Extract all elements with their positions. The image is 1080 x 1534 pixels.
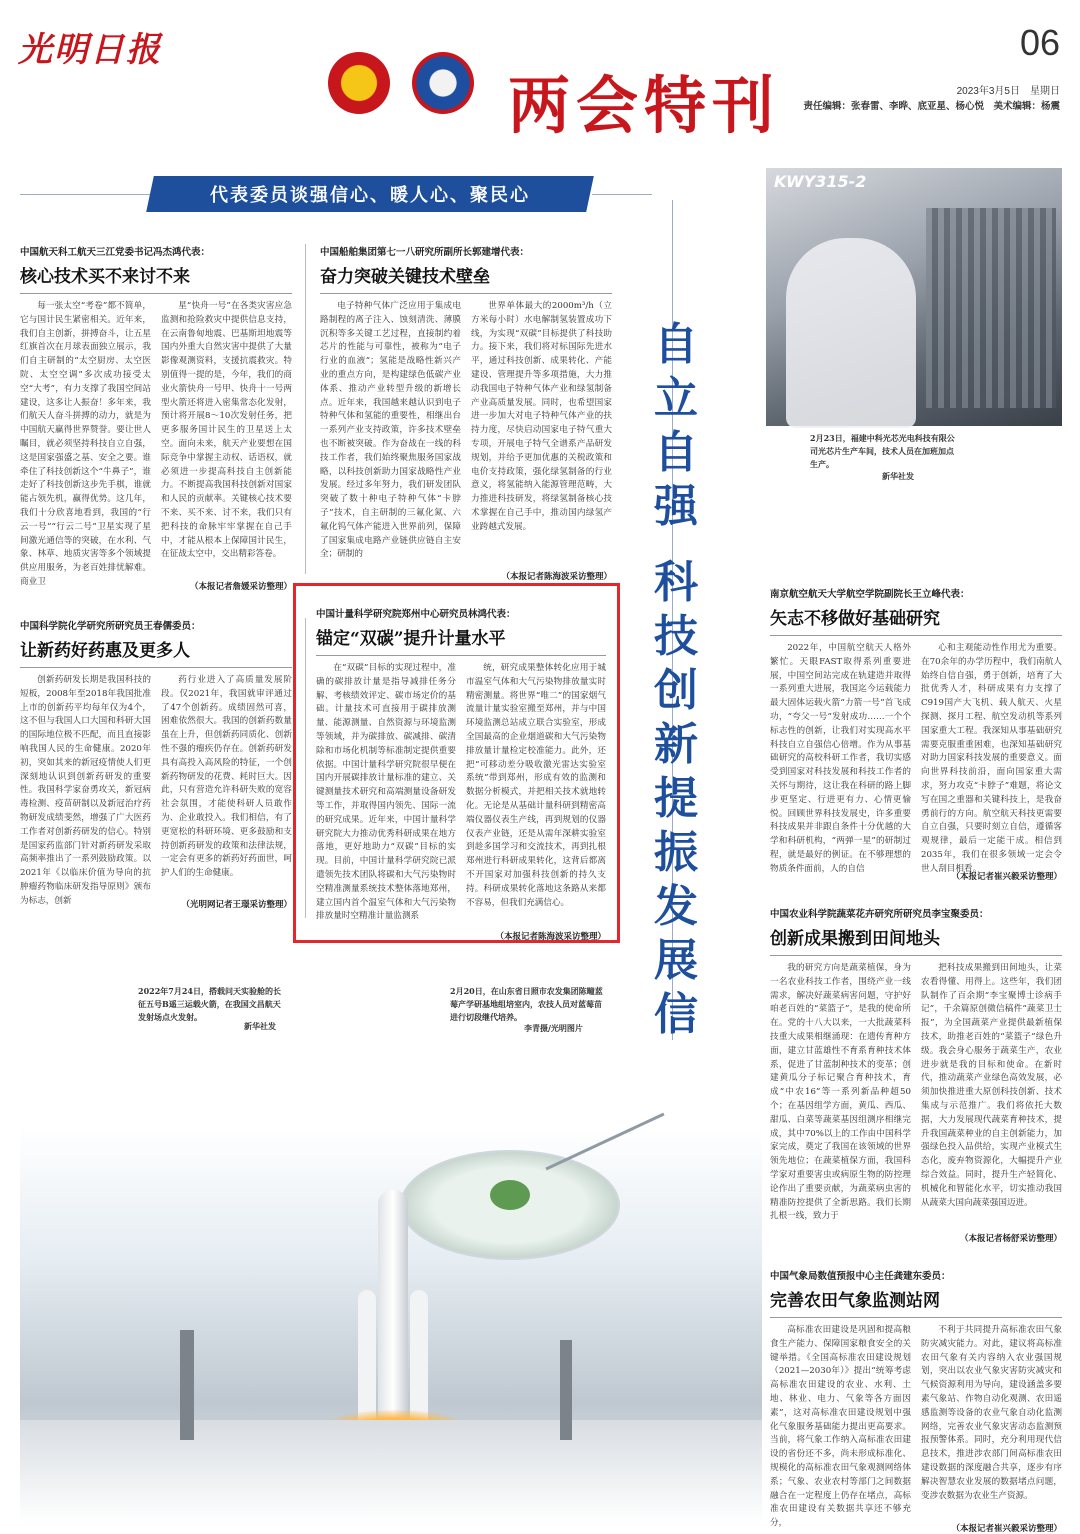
article-column: 不利于共同提升高标准农田气象防灾减灾能力。对此，建议将高标准农田气象有关内容纳入农业强国规划，突出以农业气象灾害防灾减灾和气候资源利用为导向，建设涵盖多要素气象站、作物自动化观测、农田遥感监测等设备的农业气象自动化监测网络，完善农业气象灾害动态监测预报预警体系。同时，充分利用现代信息技术，推进涉农部门间高标准农田建设数据的深度融合共享，逐步有序解决智慧农业发展的数据堵点问题，变涉农数据为农业生产资源。: [921, 1325, 1062, 1501]
vertical-char: 振: [654, 827, 698, 878]
newspaper-masthead: 光明日报: [18, 30, 162, 70]
article-reporter: （本报记者崔兴毅采访整理）: [951, 1524, 1062, 1534]
article-new-drugs: [20, 618, 292, 910]
article-column: 每一张太空“考卷”都不简单，它与国计民生紧密相关。近年来，我们自主创新，拼搏奋斗，让五星红旗首次在月球表面独立展示，我们自主研制的“太空厨房、太空医院、太空空调”多次成功接受太空“大考”，有力支撑了我国空间站建设，这多让人振奋！多年来，我们航天人奋斗拼搏的动力，就是为中国航天赢得世界赞誉。要让世人瞩目，就必须坚持科技自立自强，这是国家强盛之基、安全之要。谁牵住了科技创新这个“牛鼻子”，谁走好了科技创新这步先手棋，谁就能占领先机，赢得优势。这几年，我们十分欣喜地看到，我国的“行云一号”“行云二号”卫星实现了星间激光通信等的突破，在水利、气象、林草、地质灾害等多个领域提供应用服务，为老百姓排忧解难。商业卫: [20, 301, 151, 587]
banner-rule-right: [592, 194, 652, 195]
vertical-char: 展: [654, 935, 698, 986]
column-divider: [305, 618, 306, 918]
article-headline: 锚定“双碳”提升计量水平: [316, 624, 606, 656]
article-column: 星“快舟一号”在各类灾害应急监测和抢险救灾中提供信息支持，在云南鲁甸地震、巴基斯坦地震等国内外重大自然灾害中提供了大量影像观测资料，支援抗震救灾。特别值得一提的是，今年，我们的商业火箭快舟一号甲、快舟十一号两型火箭还将进入密集常态化发射，预计将开展8～10次发射任务，把更多服务国计民生的卫星送上太空。面向未来，航天产业要想在国际竞争中掌握主动权、话语权，就必须进一步提高科技自主创新能力。不断提高我国科技创新对国家和人民的贡献率。关键核心技术要不来、买不来、讨不来，我们只有把科技的命脉牢牢掌握在自己手中，才能从根本上保障国计民生，在征战太空中，交出精彩答卷。: [161, 301, 292, 560]
article-column: 电子特种气体广泛应用于集成电路制程的离子注入、蚀刻清洗、薄膜沉积等多关键工艺过程，直接制约着芯片的性能与可靠性，被称为“电子行业的血液”；氢能是战略性新兴产业的重点方向，是构建绿色低碳产业体系、推动产业转型升级的新增长点。近年来，我国越来越认识到电子特种气体和氢能的重要性，相继出台一系列产业支持政策，许多技术壁垒也不断被突破。作为奋战在一线的科技工作者，我们始终聚焦服务国家战略，以科技创新助力国家战略性产业发展。经过多年努力，我们研发团队突破了数十种电子特种气体“卡脖子”技术，自主研制的三氟化氮、六氟化钨气体产能进入世界前列，保障了国家集成电路产业链供应链自主安全；研制的: [320, 301, 461, 560]
vertical-char: 技: [654, 611, 698, 662]
vertical-char: 信: [654, 989, 698, 1040]
vertical-char: 发: [654, 881, 698, 932]
cppcc-emblem-icon: [412, 52, 474, 114]
article-reporter: （本报记者崔兴毅采访整理）: [951, 872, 1062, 882]
vertical-char: 提: [654, 773, 698, 824]
article-headline: 创新成果搬到田间地头: [770, 924, 1062, 956]
lab-sign-text: KWY315-2: [774, 172, 867, 191]
article-byline: 中国计量科学研究院郑州中心研究员林鸿代表：: [316, 609, 516, 620]
rocket-body: [378, 1190, 408, 1420]
article-byline: 中国科学院化学研究所研究员王春儒委员：: [20, 621, 201, 632]
lab-caption: 2月23日，福建中科光芯光电科技有限公司光芯片生产车间，技术人员在加班加点生产。: [810, 433, 955, 469]
article-reporter: （本报记者杨舒采访整理）: [959, 1234, 1062, 1244]
rocket-credit: 新华社发: [244, 1021, 276, 1031]
rocket-launch-photo: [20, 1040, 762, 1524]
launch-tower-right: [560, 1340, 572, 1440]
article-column: 创新药研发长期是我国科技的短板，2008年至2018年我国批准上市的创新药平均每年仅为4个，这不但与我国人口大国和科研大国的国际地位极不匹配，而且直接影响我国人民的生命健康。2020年初，突如其来的新冠疫情使人们更深刻地认识到创新药研发的重要性。我国科学家奋勇攻关，新冠病毒检测、疫苗研制以及新冠治疗药物研发成绩斐然，增强了广大医药工作者对创新药研发的信心。特别是国家药监部门针对新药研发采取高频率推出了一系列鼓励政策。以2021年《以临床价值为导向的抗肿瘤药物临床研发指导原则》颁布为标志，创新: [20, 675, 151, 906]
vertical-char: 自: [654, 319, 698, 370]
article-aviation-research: [770, 586, 1062, 882]
lab-photo: [766, 168, 1062, 426]
rocket-booster-left: [358, 1290, 376, 1420]
article-reporter: （本报记者陈海波采访整理）: [495, 932, 606, 942]
issue-date: 2023年3月5日 星期日: [956, 86, 1060, 97]
article-shipbuilding: [320, 244, 612, 582]
article-column: 统，研究成果整体转化应用于城市温室气体和大气污染物排放量实时精密测量。将世界“唯二”的国家烟气流量计量实验室搬至郑州，并与中国环境监测总站成立联合实验室，形成全国最高的企业烟道碳和大气污染物排放量计量检定校准能力。此外，还把“可移动差分吸收激光雷达实验室系统”带到郑州，形成有效的监测和数据分析模式，并把相关技术就地转化。无论是从基础计量科研到精密高端仪器仪表生产线，再到规划的仪器仪表产业链，还是从需年深耕实验室到趁多国学习和交流技术，再到扎根郑州进行科研成果转化，这背后都离不开国家对加强科技创新的持久支持。科研成果转化落地这条路从来都不容易，但我们充满信心。: [466, 663, 606, 908]
vertical-char: 新: [654, 719, 698, 770]
special-edition-title: 两会特刊: [508, 69, 781, 142]
banner-rule-left: [20, 194, 150, 195]
article-reporter: （光明网记者王璟采访整理）: [181, 900, 292, 910]
article-column: 世界单体最大的2000m³/h（立方米每小时）水电解制氢装置成功下线，为实现“双碳”目标提供了科技助力。接下来，我们将对标国际先进水平，通过科技创新、成果转化、产能建设、管理提升等多项措施，大力推动我国电子特种气体产业和绿氢制备产业高质量发展。同时，也希望国家进一步加大对电子特种气体产业的扶持力度，尽快启动国家电子特气重大专项，开展电子特气全谱系产品研发规划，并给予更加优惠的关税政策和电价支持政策，强化绿氢制备的行业意义，将氢能纳入能源管理范畴，大力推进科技研发，将绿氢制备核心技术掌握在自己手中，推动国内绿氢产业跨越式发展。: [471, 301, 612, 532]
column-divider: [305, 244, 306, 574]
article-headline: 完善农田气象监测站网: [770, 1286, 1062, 1318]
article-headline: 让新药好药惠及更多人: [20, 636, 292, 668]
page-number: 06: [1019, 22, 1060, 63]
vertical-char: 创: [654, 665, 698, 716]
article-headline: 矢志不移做好基础研究: [770, 604, 1062, 636]
worker-figure: [786, 238, 916, 428]
article-column: 心和主观能动性作用尤为重要。在70余年的办学历程中，我们南航人始终自信自强，勇于创新，培育了大批优秀人才，科研成果有力支撑了C919国产大飞机、载人航天、火星探测、探月工程、航空发动机等系列国家重大工程。我深知从事基础研究需要克服重重困难，也深知基础研究对助力国家科技发展的重要意义。面向世界科技前沿，面向国家重大需求，努力攻克“卡脖子”难题，将论文写在国之重器和关键科技上，是我奋勇前行的方向。航空航天科技更需要自立自强，只要时刻立自信，遵循客观规律，最后一定能干成。相信到2035年，我们在很多领域一定会令世人刮目相看。: [921, 643, 1062, 874]
article-column: 高标准农田建设是巩固和提高粮食生产能力、保障国家粮食安全的关键举措。《全国高标准农田建设规划（2021—2030年）》提出“统筹考虑高标准农田建设的农业、水利、土地、林业、电力、气象等各方面因素”，这对高标准农田建设规划中强化气象服务基础能力提出更高要求。当前，将气象工作纳入高标准农田建设的省份还不多，尚未形成标准化、规模化的高标准农田气象观测网络体系；气象、农业农村等部门之间数据融合在一定程度上仍存在堵点，高标准农田建设有关数据共享还不够充分，: [770, 1325, 911, 1529]
equipment-rack: [926, 208, 1056, 408]
article-column: 把科技成果搬到田间地头，让菜农看得懂、用得上。这些年，我们团队制作了百余期“李宝聚博士诊病手记”，千余篇原创微信稿件“蔬菜卫士报”，为全国蔬菜产业提供最新植保技术，助推老百姓的“菜篮子”绿色升级。我会身心服务于蔬菜生产，农业进步就是我的目标和使命。在新时代，推动蔬菜产业绿色高效发展，必须加快推进重大原创科技创新、技术集成与示范推广。我们将依托大数据，大力发展现代蔬菜育种技术，提升我国蔬菜种业的自主创新能力，加强绿色投入品供给，实现产业模式生态化，废弃物资源化，大幅提升产业综合效益。同时，提升生产轻简化、机械化和智能化水平，切实推动我国从蔬菜大国向蔬菜强国迈进。: [921, 963, 1062, 1208]
national-emblem-icon: [328, 52, 390, 114]
vertical-char: 强: [654, 481, 698, 532]
article-byline: 南京航空航天大学航空学院副院长王立峰代表：: [770, 589, 970, 600]
article-column: 在“双碳”目标的实现过程中，准确的碳排放计量是指导减排任务分解、考核绩效评定、碳市场定价的基础。计量技术可直接用于碳排放测量、能源测量、自然资源与环境监测等领域，并为碳排放、碳减排、碳清除和市场化机制等标准制定提供重要依据。中国计量科学研究院很早便在国内开展碳排放计量标准的建立、关键测量技术研究和高端测量设备研发等工作，并取得国内领先、国际一流的研究成果。近年来，中国计量科学研究院大力推动优秀科研成果在地方落地，更好地助力“双碳”目标的实现。目前，中国计量科学研究院已派遣领先技术团队将碳和大气污染物时空精准测量系统技术整体落地郑州，建立国内首个温室气体和大气污染物排放量时空精准计量监测系: [316, 663, 456, 922]
article-reporter: （本报记者陈海波采访整理）: [501, 572, 612, 582]
launch-smoke: [20, 1420, 762, 1524]
article-byline: 中国气象局数值预报中心主任龚建东委员：: [770, 1271, 951, 1282]
article-vegetable-science: [770, 906, 1062, 1244]
section-banner: 代表委员谈强信心、暖人心、聚民心: [210, 185, 530, 206]
article-byline: 中国船舶集团第七一八研究所副所长郭建增代表：: [320, 247, 530, 258]
article-byline: 中国农业科学院蔬菜花卉研究所研究员李宝聚委员：: [770, 909, 989, 920]
editors-line: 责任编辑：张春雷、李晔、底亚星、杨心悦 美术编辑：杨震: [803, 101, 1060, 112]
rocket-booster-right: [410, 1290, 428, 1420]
plant-tissue: [490, 1180, 530, 1210]
vertical-char: 自: [654, 427, 698, 478]
launch-tower-left: [180, 1330, 194, 1440]
article-carbon-metrology: [316, 606, 606, 942]
article-headline: 核心技术买不来讨不来: [20, 262, 292, 294]
vertical-char: 科: [654, 557, 698, 608]
lab-credit: 新华社发: [882, 471, 914, 481]
article-headline: 奋力突破关键技术壁垒: [320, 262, 612, 294]
article-farmland-meteorology: [770, 1268, 1062, 1534]
article-column: 2022年，中国航空航天人格外繁忙。天眼FAST取得系列重要进展，中国空间站完成在轨建造并取得一系列重大进展，我国迄今运载能力最大固体运载火箭“力箭一号”首飞成功，“夸父一号”发射成功……一个个标志性的创新，让我们对实现高水平科技自立自强信心倍增。作为从事基础研究的高校科研工作者，我切实感受到国家对科技发展和科技工作者的关怀与期待，这让我在科研的路上脚步更坚定、行进更有力、心情更愉悦。回顾世界科技发展史，许多重要科技成果并非跟自条件十分优越的大学和科研机构，“两弹一星”的研制过程，就是最好的例证。在不够理想的物质条件面前，人的自信: [770, 643, 911, 874]
dish-caption: 2月20日，在山东省日照市农发集团陈疃蓝莓产学研基地组培室内，农技人员对蓝莓苗进行切段继代培养。: [450, 986, 603, 1022]
vertical-char: 立: [654, 373, 698, 424]
rocket-caption: 2022年7月24日，搭载问天实验舱的长征五号B遥三运载火箭，在我国文昌航天发射场点火发射。: [138, 986, 281, 1022]
article-reporter: （本报记者詹媛采访整理）: [189, 582, 292, 592]
tweezers: [545, 1113, 664, 1171]
article-column: 我的研究方向是蔬菜植保，身为一名农业科技工作者，围绕产业一线需求，解决好蔬菜病害问题，守护好咱老百姓的“菜篮子”，是我的使命所在。党的十八大以来，一大批蔬菜科技重大成果相继涌现：在遗传育种方面，建立甘蓝雄性不育系育种技术体系，促进了甘蓝制种技术的变革；创建黄瓜分子标记聚合育种技术，育成“中农16”等一系列新品种超50个；在基因组学方面，黄瓜、西瓜、甜瓜、白菜等蔬菜基因组测序相继完成，其中70%以上的工作由中国科学家完成，奠定了我国在该领域的世界领先地位；在蔬菜植保方面，我国科学家对重要害虫或病原生物的防控理论作出了重要贡献，为蔬菜病虫害的精准防控提供了全新思路。我们长期扎根一线，致力于: [770, 963, 911, 1222]
dish-credit: 李青摄/光明图片: [524, 1023, 583, 1033]
article-column: 药行业进入了高质量发展阶段。仅2021年，我国就审评通过了47个创新药。成绩固然可喜，困难依然很大。我国的创新药数量虽在上升，但创新药同质化、创新性不强的瘤疾仍存在。创新药研发具有高投入高风险的特征，一个创新药物研发的花费、耗时巨大。因此，只有营造允许科研失败的宽容社会氛围，才能使科研人员敢作为、企业敢投入。我们相信，有了更宽松的科研环境、更多鼓励和支持创新药研发的政策和法律法规，一定会有更多的新药好药面世，呵护人们的生命健康。: [161, 675, 292, 879]
article-byline: 中国航天科工航天三江党委书记冯杰鸿代表：: [20, 247, 211, 258]
vertical-headline: [640, 318, 712, 1096]
article-aerospace: [20, 244, 292, 592]
